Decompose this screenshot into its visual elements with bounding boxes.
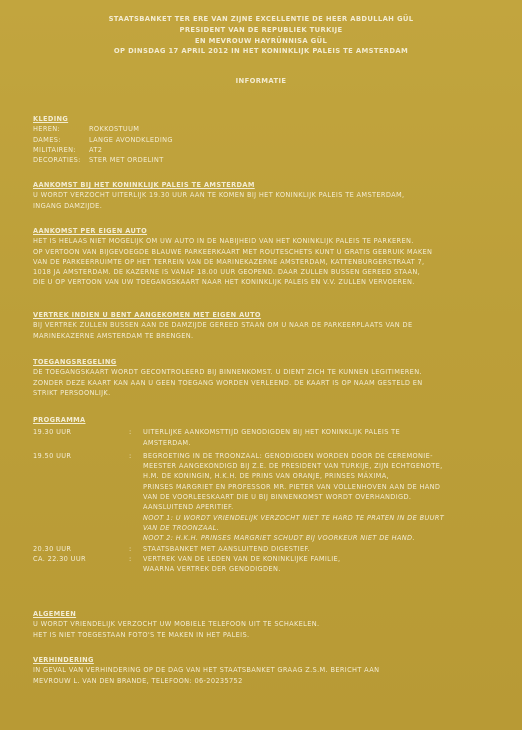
program-line: WAARNA VERTREK DER GENODIGDEN. — [143, 565, 281, 574]
paragraph-line: IN GEVAL VAN VERHINDERING OP DE DAG VAN HET STAATSBANKET GRAAG Z.S.M. BERICHT AAN — [33, 666, 380, 675]
section-title: ALGEMEEN — [33, 610, 77, 618]
program-colon: : — [129, 428, 132, 437]
paragraph-line: U WORDT VRIENDELIJK VERZOCHT UW MOBIELE TELEFOON UIT TE SCHAKELEN. — [33, 620, 320, 629]
section-title: KLEDING — [33, 115, 69, 123]
paragraph-line: BIJ VERTREK ZULLEN BUSSEN AAN DE DAMZIJDE GEREED STAAN OM U NAAR DE PARKEERPLAATS VAN DE — [33, 321, 413, 330]
program-colon: : — [129, 554, 132, 563]
program-line: BEGROETING IN DE TROONZAAL: GENODIGDEN WORDEN DOOR DE CEREMONIE- — [143, 451, 433, 460]
program-line: PRINSES MARGRIET EN PROFESSOR MR. PIETER VAN VOLLENHOVEN AAN DE HAND — [143, 482, 441, 491]
paragraph-line: HET IS HELAAS NIET MOGELIJK OM UW AUTO IN DE NABIJHEID VAN HET KONINKLIJK PALEIS TE PARKEREN. — [33, 237, 414, 246]
dress-code-key: DECORATIES: — [33, 156, 81, 165]
dress-code-value: STER MET ORDELINT — [89, 156, 164, 165]
section-title: VERHINDERING — [33, 656, 94, 664]
program-line: VERTREK VAN DE LEDEN VAN DE KONINKLIJKE FAMILIE, — [143, 554, 341, 563]
program-colon: : — [129, 451, 132, 460]
document-header — [0, 14, 522, 57]
section-title: AANKOMST BIJ HET KONINKLIJK PALEIS TE AMSTERDAM — [33, 181, 255, 189]
paragraph-line: OP VERTOON VAN BIJGEVOEGDE BLAUWE PARKEERKAART MET ROUTESCHETS KUNT U GRATIS GEBRUIK MAKEN — [33, 247, 433, 256]
dress-code-value: ROKKOSTUUM — [89, 125, 140, 134]
paragraph-line: DE TOEGANGSKAART WORDT GECONTROLEERD BIJ BINNENKOMST. U DIENT ZICH TE KUNNEN LEGITIMEREN. — [33, 368, 422, 377]
program-description — [143, 544, 483, 554]
program-line: AMSTERDAM. — [143, 438, 191, 447]
section-verhindering — [33, 655, 493, 686]
program-line: UITERLIJKE AANKOMSTTIJD GENODIGDEN BIJ HET KONINKLIJK PALEIS TE — [143, 428, 401, 437]
dress-code-row — [33, 135, 493, 145]
section-algemeen — [33, 609, 493, 640]
dress-code-key: HEREN: — [33, 125, 61, 134]
section-aankomst — [33, 180, 493, 211]
dress-code-row — [33, 155, 493, 165]
header-line: EN MEVROUW HAYRÜNNISA GÜL — [194, 36, 328, 45]
program-time: 19.50 UUR — [33, 451, 72, 460]
paragraph-line: INGANG DAMZIJDE. — [33, 201, 103, 210]
program-row — [33, 427, 493, 448]
header-line: STAATSBANKET TER ERE VAN ZIJNE EXCELLENTIE DE HEER ABDULLAH GÜL — [108, 15, 414, 23]
paragraph-line: MARINEKAZERNE AMSTERDAM TE BRENGEN. — [33, 331, 194, 340]
dress-code-row — [33, 124, 493, 134]
program-line: MEESTER AANGEKONDIGD BIJ Z.E. DE PRESIDENT VAN TURKIJE, ZIJN ECHTGENOTE, — [143, 462, 443, 471]
program-line: AANSLUITEND APERITIEF. — [143, 503, 234, 512]
section-kleding — [33, 114, 493, 165]
paragraph-line: HET IS NIET TOEGESTAAN FOTO'S TE MAKEN IN HET PALEIS. — [33, 630, 250, 639]
program-description — [143, 451, 483, 544]
program-line: H.M. DE KONINGIN, H.K.H. DE PRINS VAN ORANJE, PRINSES MÁXIMA, — [143, 472, 389, 481]
paragraph-line: DIE U OP VERTOON VAN UW TOEGANGSKAART NAAR HET KONINKLIJK PALEIS EN V.V. ZULLEN VERVOEREN. — [33, 278, 415, 287]
program-note-line: VAN DE TROONZAAL. — [143, 523, 220, 532]
section-title: VERTREK INDIEN U BENT AANGEKOMEN MET EIGEN AUTO — [33, 311, 261, 319]
program-colon: : — [129, 544, 132, 553]
section-title: PROGRAMMA — [33, 416, 86, 424]
program-time: 20.30 UUR — [33, 544, 72, 553]
section-programma — [33, 415, 493, 574]
program-time: CA. 22.30 UUR — [33, 554, 86, 563]
paragraph-line: 1018 JA AMSTERDAM. DE KAZERNE IS VANAF 18.00 UUR GEOPEND. DAAR ZULLEN BUSSEN GEREED STAAN, — [33, 268, 421, 277]
program-note-line: NOOT 2: H.K.H. PRINSES MARGRIET SCHUDT BIJ VOORKEUR NIET DE HAND. — [143, 534, 415, 543]
program-line: VAN DE VOORLEESKAART DIE U BIJ BINNENKOMST WORDT OVERHANDIGD. — [143, 493, 412, 502]
program-note-line: NOOT 1: U WORDT VRIENDELIJK VERZOCHT NIET TE HARD TE PRATEN IN DE BUURT — [143, 513, 445, 522]
paragraph-line: VAN DE PARKEERRUIMTE OP HET TERREIN VAN DE MARINEKAZERNE AMSTERDAM, KATTENBURGERSTRAAT 7, — [33, 257, 425, 266]
information-title: INFORMATIE — [235, 77, 287, 85]
dress-code-value: LANGE AVONDKLEDING — [89, 135, 173, 144]
program-time: 19.30 UUR — [33, 428, 72, 437]
program-row — [33, 544, 493, 554]
program-line: STAATSBANKET MET AANSLUITEND DIGESTIEF. — [143, 544, 311, 553]
section-title: TOEGANGSREGELING — [33, 358, 117, 366]
dress-code-key: DAMES: — [33, 135, 61, 144]
section-toegangsregeling — [33, 357, 493, 398]
section-eigen-auto — [33, 226, 493, 288]
header-line: OP DINSDAG 17 APRIL 2012 IN HET KONINKLIJK PALEIS TE AMSTERDAM — [113, 47, 409, 56]
dress-code-value: AT2 — [89, 145, 103, 154]
program-description — [143, 427, 483, 448]
paragraph-line: MEVROUW L. VAN DEN BRANDE, TELEFOON: 06-20235752 — [33, 676, 243, 685]
program-description — [143, 554, 483, 575]
section-vertrek — [33, 310, 493, 341]
dress-code-key: MILITAIREN: — [33, 145, 76, 154]
dress-code-row — [33, 145, 493, 155]
section-title: AANKOMST PER EIGEN AUTO — [33, 227, 148, 235]
header-line: PRESIDENT VAN DE REPUBLIEK TURKIJE — [179, 25, 343, 34]
paragraph-line: ZONDER DEZE KAART KAN AAN U GEEN TOEGANG WORDEN VERLEEND. DE KAART IS OP NAAM GESTELD EN — [33, 378, 423, 387]
program-row — [33, 554, 493, 575]
paragraph-line: STRIKT PERSOONLIJK. — [33, 388, 111, 397]
paragraph-line: U WORDT VERZOCHT UITERLIJK 19.30 UUR AAN TE KOMEN BIJ HET KONINKLIJK PALEIS TE AMSTERDAM, — [33, 191, 405, 200]
program-row — [33, 451, 493, 544]
